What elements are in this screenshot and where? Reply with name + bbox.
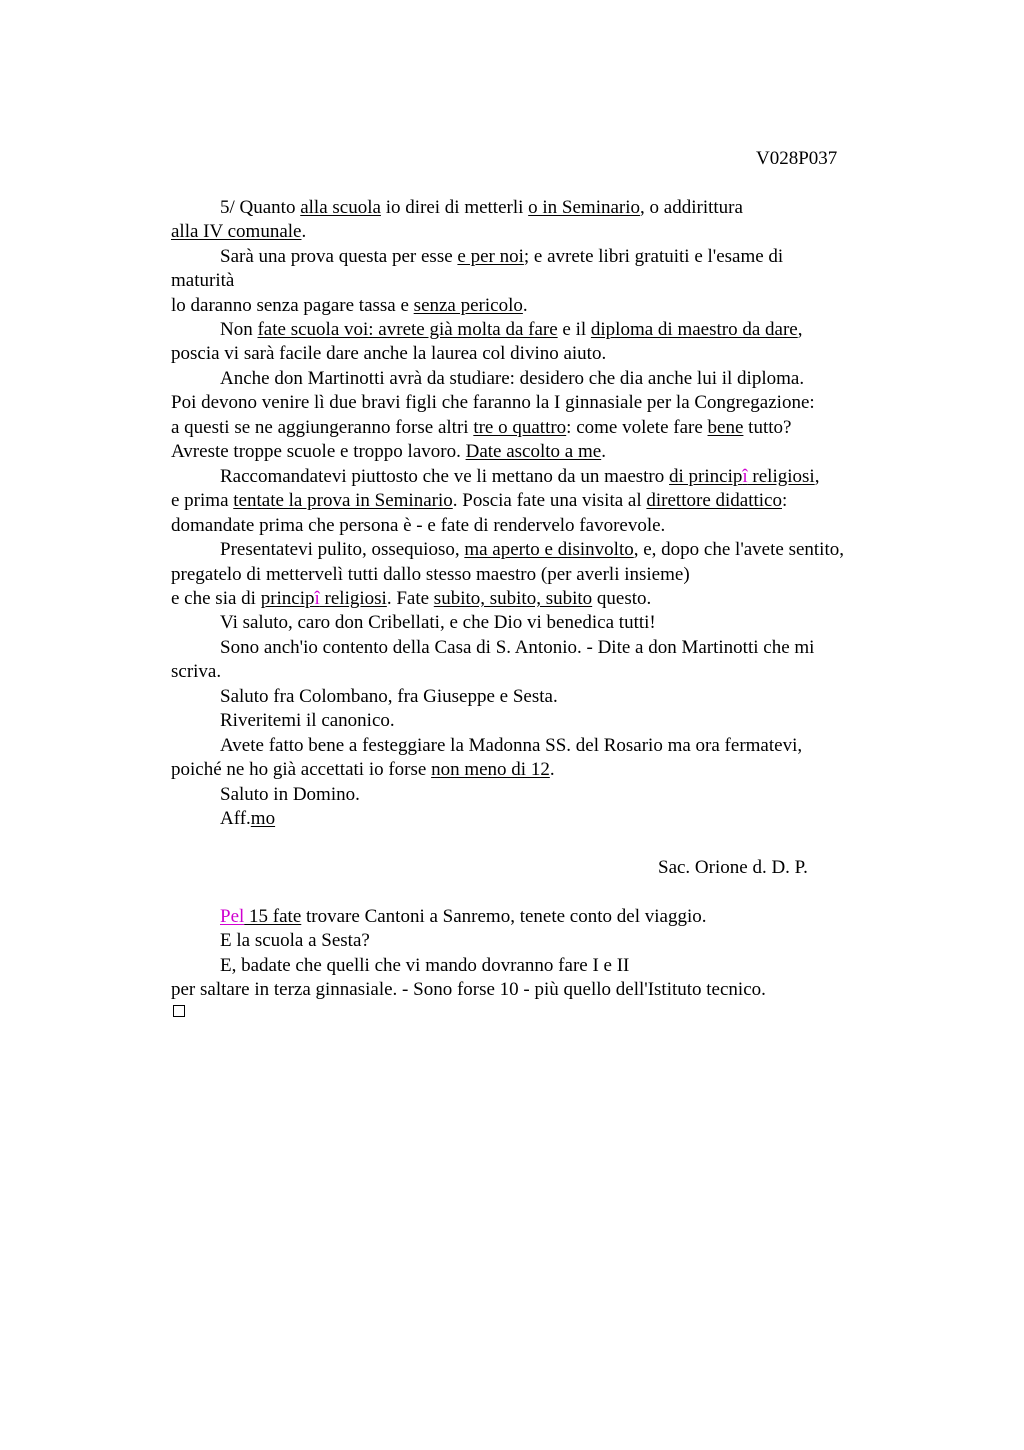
letter-line	[220, 636, 814, 660]
text: Riveritemi il canonico.	[220, 710, 395, 731]
text: ,	[797, 319, 803, 340]
underlined-text: bene	[707, 417, 744, 438]
letter-line	[171, 660, 221, 684]
letter-line	[220, 611, 656, 635]
letter-line	[171, 440, 606, 464]
letter-line	[171, 514, 665, 538]
text: poiché ne ho già accettati io forse	[171, 759, 432, 780]
text: Poi devono venire lì due bravi figli che faranno la I ginnasiale per la Congregazione:	[171, 392, 815, 413]
text: .	[549, 759, 555, 780]
letter-line	[220, 538, 844, 562]
letter-line	[171, 758, 555, 782]
underlined-text: fate scuola voi: avrete già molta da fare	[257, 319, 558, 340]
text: Anche don Martinotti avrà da studiare: desidero che dia anche lui il diploma.	[220, 368, 805, 389]
text: .	[301, 221, 307, 242]
postscript-line	[220, 929, 370, 953]
letter-line	[171, 342, 606, 366]
text: 5/ Quanto	[220, 197, 301, 218]
text: Aff.	[220, 808, 251, 829]
underlined-text: tentate la prova in Seminario	[233, 490, 453, 511]
text: , e, dopo che l'avete sentito,	[633, 539, 844, 560]
letter-line	[220, 196, 743, 220]
text: di princip	[669, 466, 743, 487]
text: Vi saluto, caro don Cribellati, e che Dio vi benedica tutti!	[220, 612, 656, 633]
underlined-text: alla IV comunale	[171, 221, 302, 242]
text: poscia vi sarà facile dare anche la laurea col divino aiuto.	[171, 343, 607, 364]
underlined-text: Pel	[220, 906, 245, 927]
text: lo daranno senza pagare tassa e	[171, 295, 414, 316]
underlined-text: Date ascolto a me	[465, 441, 602, 462]
letter-line	[171, 391, 815, 415]
text: per saltare in terza ginnasiale. - Sono forse 10 - più quello dell'Istituto tecnico.	[171, 979, 766, 1000]
underlined-text: e per noi	[457, 246, 524, 267]
underlined-text: alla scuola	[300, 197, 381, 218]
letter-line	[171, 489, 787, 513]
text: :	[781, 490, 788, 511]
text: Saluto fra Colombano, fra Giuseppe e Sesta.	[220, 686, 558, 707]
text: trovare Cantoni a Sanremo, tenete conto del viaggio.	[301, 906, 707, 927]
underlined-text: 15 fate	[244, 906, 302, 927]
text: scriva.	[171, 661, 222, 682]
text: Sarà una prova questa per esse	[220, 246, 458, 267]
postscript-line	[220, 954, 629, 978]
text: Presentatevi pulito, ossequioso,	[220, 539, 465, 560]
letter-line	[220, 465, 819, 489]
letter-line	[171, 563, 690, 587]
text: E la scuola a Sesta?	[220, 930, 370, 951]
letter-line	[171, 220, 306, 244]
text: domandate prima che persona è - e fate di rendervelo favorevole.	[171, 515, 666, 536]
text: Avete fatto bene a festeggiare la Madonna SS. del Rosario ma ora fermatevi,	[220, 735, 803, 756]
text: .	[601, 441, 606, 462]
text: . Poscia fate una visita al	[452, 490, 647, 511]
letter-line	[220, 318, 802, 342]
text: pregatelo di mettervelì tutti dallo stesso maestro (per averli insieme)	[171, 564, 690, 585]
text: E, badate che quelli che vi mando dovranno fare I e II	[220, 955, 630, 976]
text: io direi di metterli	[380, 197, 529, 218]
text: e che sia di	[171, 588, 261, 609]
text: : come volete fare	[566, 417, 708, 438]
text: e prima	[171, 490, 234, 511]
postscript-line	[171, 978, 766, 1002]
signature: Sac. Orione d. D. P.	[658, 857, 808, 878]
text: , o addirittura	[640, 197, 743, 218]
text: religiosi	[319, 588, 387, 609]
letter-line	[171, 587, 651, 611]
letter-line	[171, 294, 528, 318]
text: religiosi	[747, 466, 815, 487]
text: tutto?	[743, 417, 792, 438]
letter-line	[171, 269, 234, 293]
accent-char: î	[742, 466, 748, 487]
text: ,	[814, 466, 820, 487]
text: a questi se ne aggiungeranno forse altri	[171, 417, 474, 438]
text: Non	[220, 319, 258, 340]
letter-line	[220, 783, 360, 807]
page-id: V028P037	[756, 148, 838, 169]
underlined-text: mo	[250, 808, 276, 829]
end-marker-box	[173, 1005, 185, 1017]
letter-line	[171, 416, 791, 440]
underlined-text: subito, subito, subito	[433, 588, 593, 609]
letter-line	[220, 734, 802, 758]
underlined-text	[669, 466, 815, 487]
text: Saluto in Domino.	[220, 784, 360, 805]
text: Raccomandatevi piuttosto che ve li mettano da un maestro	[220, 466, 670, 487]
underlined-text: senza pericolo	[413, 295, 523, 316]
letter-line	[220, 709, 395, 733]
postscript-line	[220, 905, 706, 929]
accent-char: î	[314, 588, 320, 609]
text: maturità	[171, 270, 235, 291]
underlined-text: tre o quattro	[473, 417, 567, 438]
underlined-text: diploma di maestro da dare	[590, 319, 798, 340]
text: e il	[557, 319, 591, 340]
underlined-text: direttore didattico	[646, 490, 782, 511]
letter-line	[220, 245, 783, 269]
text: Avreste troppe scuole e troppo lavoro.	[171, 441, 466, 462]
text: Sono anch'io contento della Casa di S. Antonio. - Dite a don Martinotti che mi	[220, 637, 815, 658]
underlined-text: o in Seminario	[528, 197, 641, 218]
underlined-text	[261, 588, 387, 609]
text: questo.	[592, 588, 652, 609]
underlined-text: non meno di 12	[431, 759, 550, 780]
letter-line	[220, 367, 804, 391]
letter-line	[220, 685, 558, 709]
text: . Fate	[386, 588, 434, 609]
letter-line	[220, 807, 275, 831]
underlined-text: ma aperto e disinvolto	[464, 539, 634, 560]
text: princip	[260, 588, 315, 609]
text: ; e avrete libri gratuiti e l'esame di	[523, 246, 784, 267]
text: .	[522, 295, 528, 316]
